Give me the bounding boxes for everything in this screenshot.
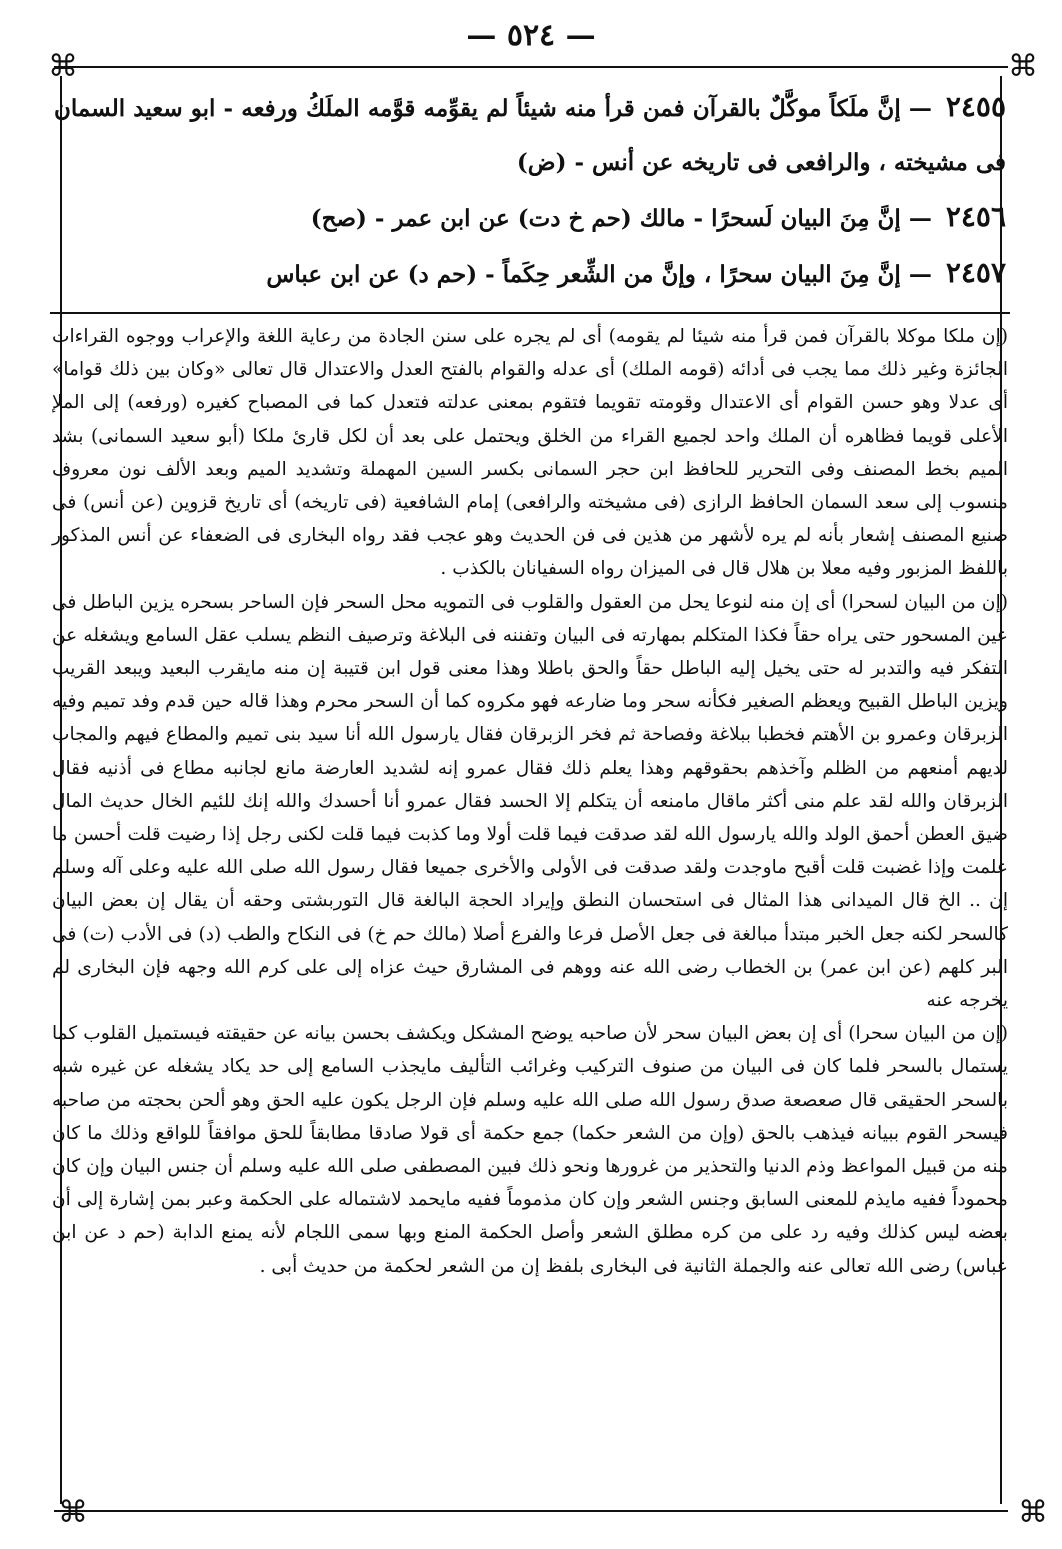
hadith-number: ٢٤٥٦ [945,200,1006,233]
hadith-text: — إنَّ ملَكاً موكَّلٌ بالقرآن فمن قرأ منه شيئاً لم يقوِّمه قوَّمه الملَكُ ورفعه - ابو سعيد السمان فى مشيخته ، والرافعى فى تاريخه عن أنس - (ض) [54,95,1006,176]
corner-ornament-icon: ⌘ [48,49,78,84]
hadith-entry [50,80,1010,190]
frame-bottom-rule [54,1510,1008,1512]
commentary-paragraph: (إن من البيان سحرا) أى إن بعض البيان سحر لأن صاحبه يوضح المشكل ويكشف بحسن بيانه عن حقيقته فيستميل القلوب كما يستمال بالسحر فلما كان فى البيان من صنوف التركيب وغرائب التأليف مايجذب السامع إلى حد يكاد يشغله عن غيره شبه بالسحر الحقيقى قال صعصعة صدق رسول الله صلى الله عليه وسلم فإن الرجل يكون عليه الحق وهو ألحن بحجته من صاحبه فيسحر القوم ببيانه فيذهب بالحق (وإن من الشعر حكما) جمع حكمة أى قولا صادقا مطابقاً للحق موافقاً للواقع وذلك ما كان منه من قبيل المواعظ وذم الدنيا والتحذير من غرورها ونحو ذلك فبين المصطفى صلى الله عليه وسلم أن جنس البيان وإن كان محموداً ففيه مايذم للمعنى السابق وجنس الشعر وإن كان مذموماً ففيه مايحمد لاشتماله على الحكمة وعبر بمن إشارة إلى أن بعضه ليس كذلك وفيه رد على من كره مطلق الشعر وأصل الحكمة المنع وبها سمى اللجام لأنه يمنع الدابة (حم د عن ابن عباس) رضى الله تعالى عنه والجملة الثانية فى البخارى بلفظ إن من الشعر لحكمة من حديث أبى . [52,1023,1008,1277]
page-number: — ٥٢٤ — [466,18,596,53]
corner-ornament-icon: ⌘ [1008,49,1038,84]
corner-ornament-icon: ⌘ [58,1495,88,1530]
commentary-paragraph: (إن من البيان لسحرا) أى إن منه لنوعا يحل من العقول والقلوب فى التمويه محل السحر فإن الساحر بسحره يزين الباطل فى عين المسحور حتى يراه حقاً فكذا المتكلم بمهارته فى البيان وتفننه فى البلاغة وترصيف النظم يسلب عقل السامع ويشغله عن التفكر فيه والتدبر له حتى يخيل إليه الباطل حقاً والحق باطلا وهذا معنى قول ابن قتيبة إن منه مايقرب البعيد ويبعد القريب ويزين الباطل القبيح ويعظم الصغير فكأنه سحر وما ضارعه فهو مكروه كما أن السحر محرم وهذا قاله حين قدم وفد تميم وفيه الزبرقان وعمرو بن الأهتم فخطبا ببلاغة وفصاحة ثم فخر الزبرقان فقال يارسول الله أنا سيد بنى تميم والمطاع فيهم والمجاب لديهم أمنعهم من الظلم وآخذهم بحقوقهم وهذا يعلم ذلك فقال عمرو إنه لشديد العارضة مانع لجانبه مطاع فى أذنيه فقال الزبرقان والله لقد علم منى أكثر ماقال مامنعه أن يتكلم إلا الحسد فقال عمرو أنا أحسدك والله إنك للئيم الخال حديث المال ضيق العطن أحمق الولد والله يارسول الله لقد صدقت فيما قلت أولا وما كذبت فيما قلت لكنى رجل إذا رضيت قلت أحسن ما علمت وإذا غضبت قلت أقبح ماوجدت ولقد صدقت فى الأولى والأخرى جميعا فقال رسول الله صلى الله عليه وعلى آله وسلم إن .. الخ قال الميدانى هذا المثال فى استحسان النطق وإيراد الحجة البالغة قال التوربشتى وحقه أن يقال إن بعض البيان كالسحر لكنه جعل الخبر مبتدأ مبالغة فى جعل الأصل فرعا والفرع أصلا (مالك حم خ) فى النكاح والطب (د) فى الأدب (ت) فى البر كلهم (عن ابن عمر) بن الخطاب رضى الله عنه ووهم فى المشارق حيث عزاه إلى على كرم الله وجهه فإن البخارى لم يخرجه عنه [52,591,1008,1012]
hadith-text: — إنَّ مِنَ البيان سحرًا ، وإنَّ من الشِّعر حِكَماً - (حم د) عن ابن عباس [266,261,932,288]
frame-top-rule [54,66,1008,68]
hadith-entry [50,190,1010,246]
hadith-number: ٢٤٥٧ [945,256,1006,289]
hadith-number: ٢٤٥٥ [945,90,1006,123]
hadith-text: — إنَّ مِنَ البيان لَسحرًا - مالك (حم خ دت) عن ابن عمر - (صح) [310,205,932,232]
hadith-entry [50,246,1010,302]
page-content [50,80,1010,1283]
commentary-paragraph: (إن ملكا موكلا بالقرآن فمن قرأ منه شيئا لم يقومه) أى لم يجره على سنن الجادة من رعاية اللغة والإعراب ووجوه القراءات الجائزة وغير ذلك مما يجب فى أدائه (قومه الملك) أى عدله والقوام بالفتح العدل والاعتدال قال تعالى «وكان بين ذلك قواما» أى عدلا وهو حسن القوام أى الاعتدال وقومته تقويما فتقوم بمعنى عدلته فتعدل كما فى المصباح كغيره (ورفعه) إلى الملإ الأعلى قويما فظاهره أن الملك واحد لجميع القراء من الخلق ويحتمل على بعد أن لكل قارئ ملكا (أبو سعيد السمانى) بشد الميم بخط المصنف وفى التحرير للحافظ ابن حجر السمانى بكسر السين المهملة وتشديد الميم وبعد الألف نون معروف منسوب إلى سعد السمان الحافظ الرازى (فى مشيخته والرافعى) إمام الشافعية (فى تاريخه) أى تاريخ قزوين (عن أنس) فى صنيع المصنف إشعار بأنه لم يره لأشهر من هذين فى فن الحديث وهو عجب فقد رواه البخارى فى الضعفاء عن أنس المذكور باللفظ المزبور وفيه معلا بن هلال قال فى الميزان رواه السفيانان بالكذب . [52,326,1008,580]
corner-ornament-icon: ⌘ [1018,1495,1048,1530]
section-divider [50,312,1010,314]
